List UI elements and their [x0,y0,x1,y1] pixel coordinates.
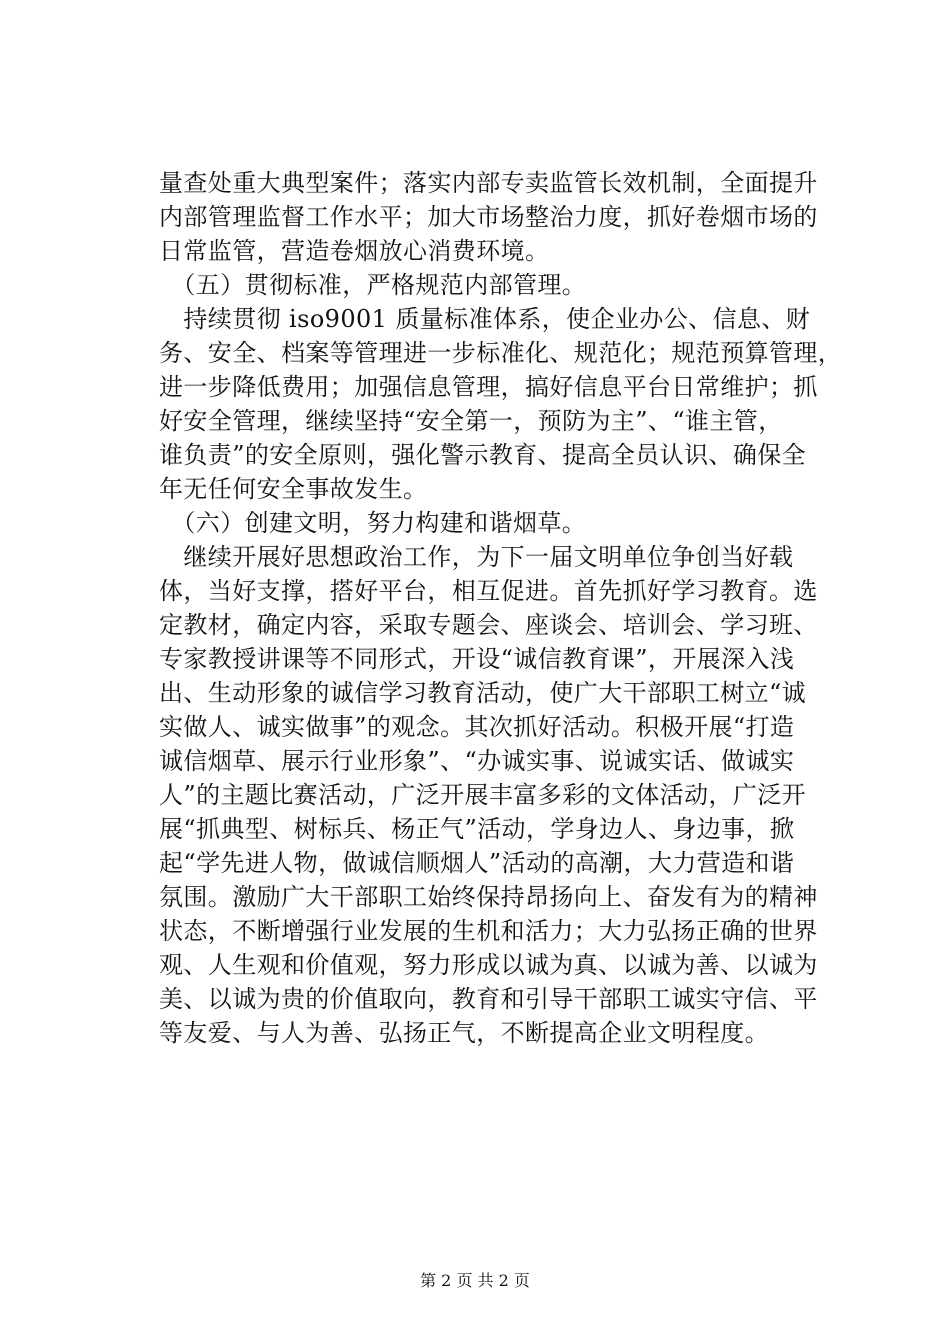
text-line: 定教材，确定内容，采取专题会、座谈会、培训会、学习班、 [159,611,818,639]
text-line: 体，当好支撑，搭好平台，相互促进。首先抓好学习教育。选 [159,577,818,605]
text-line: 持续贯彻 iso9001 质量标准体系，使企业办公、信息、财 [159,305,811,333]
text-line: 内部管理监督工作水平；加大市场整治力度，抓好卷烟市场的 [159,203,818,231]
section-heading: （五）贯彻标准，严格规范内部管理。 [159,271,587,299]
text-line: 日常监管，营造卷烟放心消费环境。 [159,237,550,265]
text-line: 专家教授讲课等不同形式，开设“诚信教育课”，开展深入浅 [159,645,795,673]
body-text [159,166,843,1050]
section-heading: （六）创建文明，努力构建和谐烟草。 [159,509,587,537]
text-line: 年无任何安全事故发生。 [159,475,428,503]
text-line: 人”的主题比赛活动，广泛开展丰富多彩的文体活动，广泛开 [159,781,807,809]
text-line: 好安全管理，继续坚持“安全第一，预防为主”、“谁主管， [159,407,783,435]
text-line: 进一步降低费用；加强信息管理，搞好信息平台日常维护；抓 [159,373,818,401]
text-line: 谁负责”的安全原则，强化警示教育、提高全员认识、确保全 [159,441,807,469]
page-number-footer: 第 2 页 共 2 页 [420,1271,530,1290]
text-line: 展“抓典型、树标兵、杨正气”活动，学身边人、身边事，掀 [159,815,795,843]
text-line: 实做人、诚实做事”的观念。其次抓好活动。积极开展“打造 [159,713,795,741]
text-line: 出、生动形象的诚信学习教育活动，使广大干部职工树立“诚 [159,679,807,707]
text-line: 继续开展好思想政治工作，为下一届文明单位争创当好载 [159,543,794,571]
text-line: 量查处重大典型案件；落实内部专卖监管长效机制，全面提升 [159,169,818,197]
text-line: 诚信烟草、展示行业形象”、“办诚实事、说诚实话、做诚实 [159,747,795,775]
text-line: 观、人生观和价值观，努力形成以诚为真、以诚为善、以诚为 [159,951,818,979]
text-line: 等友爱、与人为善、弘扬正气，不断提高企业文明程度。 [159,1019,769,1047]
text-line: 状态，不断增强行业发展的生机和活力；大力弘扬正确的世界 [159,917,818,945]
text-line: 起“学先进人物，做诚信顺烟人”活动的高潮，大力营造和谐 [159,849,795,877]
text-line: 美、以诚为贵的价值取向，教育和引导干部职工诚实守信、平 [159,985,818,1013]
text-line: 务、安全、档案等管理进一步标准化、规范化；规范预算管理， [159,339,843,367]
text-line: 氛围。激励广大干部职工始终保持昂扬向上、奋发有为的精神 [159,883,818,911]
